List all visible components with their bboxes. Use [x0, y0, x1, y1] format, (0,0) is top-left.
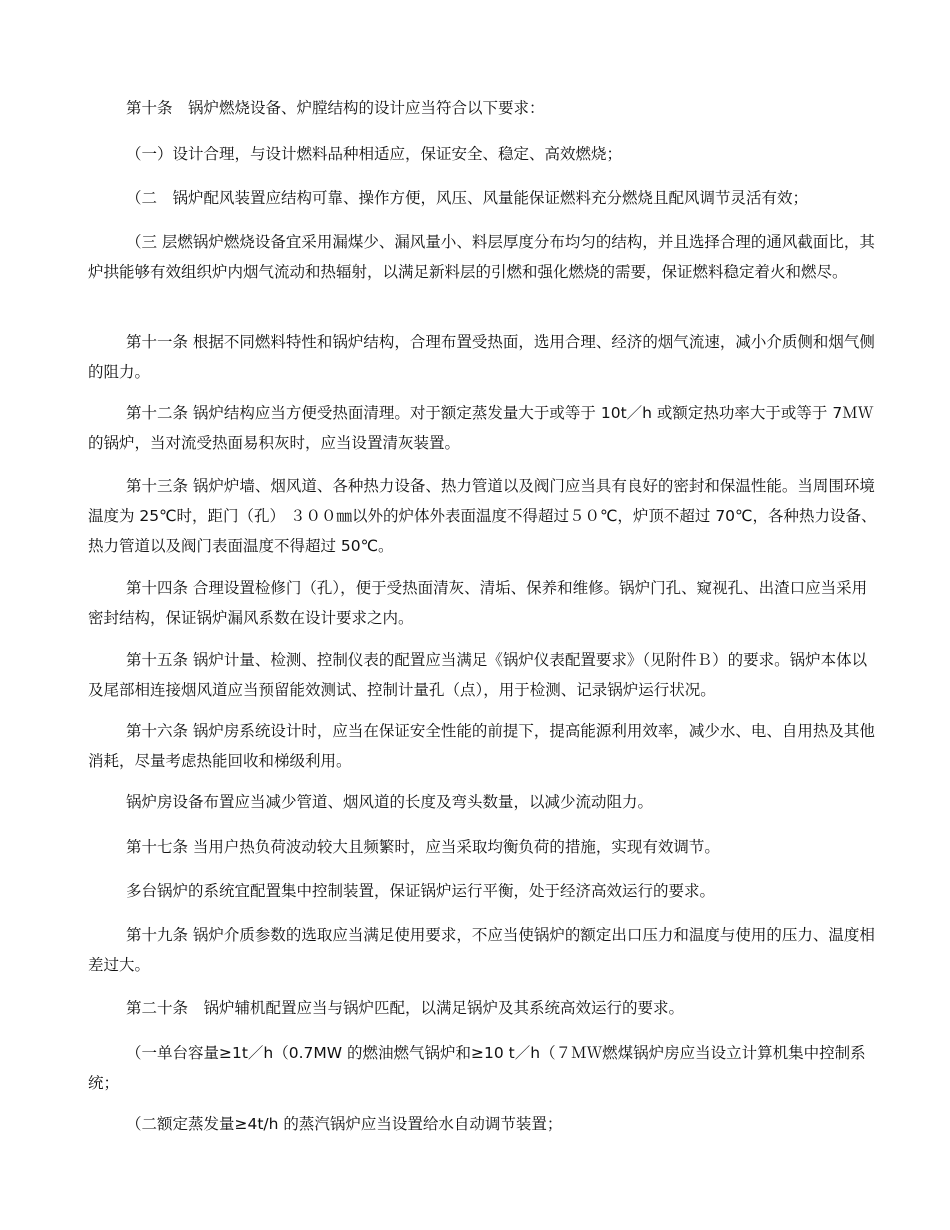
article-16: 第十六条 锅炉房系统设计时，应当在保证安全性能的前提下，提高能源利用效率，减少水、电、自用热及其他消耗，尽量考虑热能回收和梯级利用。: [88, 722, 875, 770]
article-16-note: 锅炉房设备布置应当减少管道、烟风道的长度及弯头数量，以减少流动阻力。: [126, 793, 654, 811]
article-10-item-1: （一）设计合理，与设计燃料品种相适应，保证安全、稳定、高效燃烧；: [126, 145, 623, 163]
article-13: 第十三条 锅炉炉墙、烟风道、各种热力设备、热力管道以及阀门应当具有良好的密封和保温性能。当周围环境温度为 25℃时，距门（孔） ３００㎜以外的炉体外表面温度不得超过５０℃，炉顶不超过 70℃，各种热力设备、热力管道以及阀门表面温度不得超过 50℃。: [88, 477, 877, 555]
article-20-item-2: （二额定蒸发量≥4t/h 的蒸汽锅炉应当设置给水自动调节装置；: [126, 1115, 563, 1133]
article-11: 第十一条 根据不同燃料特性和锅炉结构，合理布置受热面，选用合理、经济的烟气流速，减小介质侧和烟气侧的阻力。: [88, 333, 875, 381]
article-20-item-1: （一单台容量≥1t／h（0.7MW 的燃油燃气锅炉和≥10 t／h（７ＭＷ燃煤锅炉房应当设立计算机集中控制系统；: [88, 1044, 866, 1092]
article-10-heading: 第十条 锅炉燃烧设备、炉膛结构的设计应当符合以下要求：: [126, 99, 545, 117]
article-14: 第十四条 合理设置检修门（孔），便于受热面清灰、清垢、保养和维修。锅炉门孔、窥视孔、出渣口应当采用密封结构，保证锅炉漏风系数在设计要求之内。: [88, 579, 868, 627]
article-19: 第十九条 锅炉介质参数的选取应当满足使用要求，不应当使锅炉的额定出口压力和温度与使用的压力、温度相差过大。: [88, 926, 875, 974]
article-15: 第十五条 锅炉计量、检测、控制仪表的配置应当满足《锅炉仪表配置要求》（见附件Ｂ）的要求。锅炉本体以及尾部相连接烟风道应当预留能效测试、控制计量孔（点），用于检测、记录锅炉运行状况。: [88, 651, 868, 699]
article-17: 第十七条 当用户热负荷波动较大且频繁时，应当采取均衡负荷的措施，实现有效调节。: [126, 838, 720, 856]
article-17-note: 多台锅炉的系统宜配置集中控制装置，保证锅炉运行平衡，处于经济高效运行的要求。: [126, 882, 716, 900]
article-12: 第十二条 锅炉结构应当方便受热面清理。对于额定蒸发量大于或等于 10t／h 或额定热功率大于或等于 7ＭＷ的锅炉，当对流受热面易积灰时，应当设置清灰装置。: [88, 404, 874, 452]
article-20: 第二十条 锅炉辅机配置应当与锅炉匹配，以满足锅炉及其系统高效运行的要求。: [126, 999, 685, 1017]
article-10-item-3: （三 层燃锅炉燃烧设备宜采用漏煤少、漏风量小、料层厚度分布均匀的结构，并且选择合理的通风截面比，其炉拱能够有效组织炉内烟气流动和热辐射，以满足新料层的引燃和强化燃烧的需要，保证燃料稳定着火和燃尽。: [88, 233, 875, 281]
article-10-item-2: （二 锅炉配风装置应结构可靠、操作方便，风压、风量能保证燃料充分燃烧且配风调节灵活有效；: [126, 189, 809, 207]
